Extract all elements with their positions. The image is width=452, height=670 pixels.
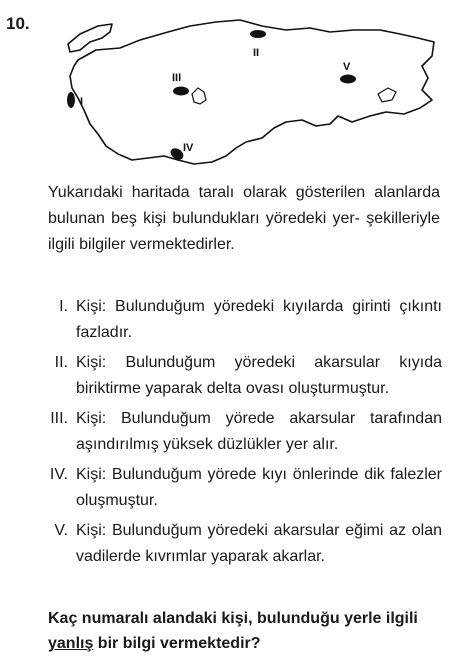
map-label-III: III — [172, 72, 182, 84]
question-number: 10. — [6, 14, 30, 33]
intro-paragraph: Yukarıdaki haritada taralı olarak gösterilen alanlarda bulunan beş kişi bulundukları yöredeki yer- şekilleriyle ilgili bilgiler vermektedirler. — [48, 184, 440, 253]
map-region-V — [340, 75, 356, 84]
statement-number: II. — [54, 354, 68, 371]
map-region-III — [173, 87, 189, 96]
statement-item — [40, 406, 442, 458]
map-lake-tuz — [192, 88, 206, 104]
statement-list — [40, 294, 442, 574]
statement-text: Kişi: Bulunduğum yörede akarsular tarafından aşındırılmış yüksek düzlükler yer alır. — [76, 410, 442, 453]
map-label-II: II — [253, 47, 260, 59]
statement-item — [40, 462, 442, 514]
map-label-V: V — [343, 61, 351, 73]
question-underlined-word: yanlış — [48, 635, 94, 652]
statement-number: I. — [59, 298, 68, 315]
turkey-map — [40, 4, 440, 174]
statement-item — [40, 294, 442, 346]
statement-number: V. — [54, 522, 68, 539]
question-text-part1: Kaç numaralı alandaki kişi, bulunduğu yerle ilgili — [48, 610, 418, 627]
question-prompt — [48, 606, 442, 656]
map-region-II — [250, 30, 266, 38]
statement-text: Kişi: Bulunduğum yörede kıyı önlerinde dik falezler oluşmuştur. — [76, 466, 442, 509]
map-lake-van — [378, 88, 396, 102]
map-thrace-outline — [68, 24, 112, 52]
statement-number: III. — [50, 410, 68, 427]
statement-item — [40, 518, 442, 570]
map-label-IV: IV — [183, 142, 194, 154]
statement-text: Kişi: Bulunduğum yöredeki akarsular kıyıda biriktirme yaparak delta ovası oluşturmuştur. — [76, 354, 442, 397]
question-text-part2: bir bilgi vermektedir? — [93, 635, 261, 652]
statement-item — [40, 350, 442, 402]
map-region-I — [67, 92, 75, 108]
statement-number: IV. — [49, 466, 68, 483]
map-label-I: I — [80, 96, 84, 108]
statement-text: Kişi: Bulunduğum yöredeki akarsular eğimi az olan vadilerde kıvrımlar yaparak akarlar. — [76, 522, 442, 565]
map-anatolia-outline — [70, 20, 434, 164]
statement-text: Kişi: Bulunduğum yöredeki kıyılarda girinti çıkıntı fazladır. — [76, 298, 442, 341]
